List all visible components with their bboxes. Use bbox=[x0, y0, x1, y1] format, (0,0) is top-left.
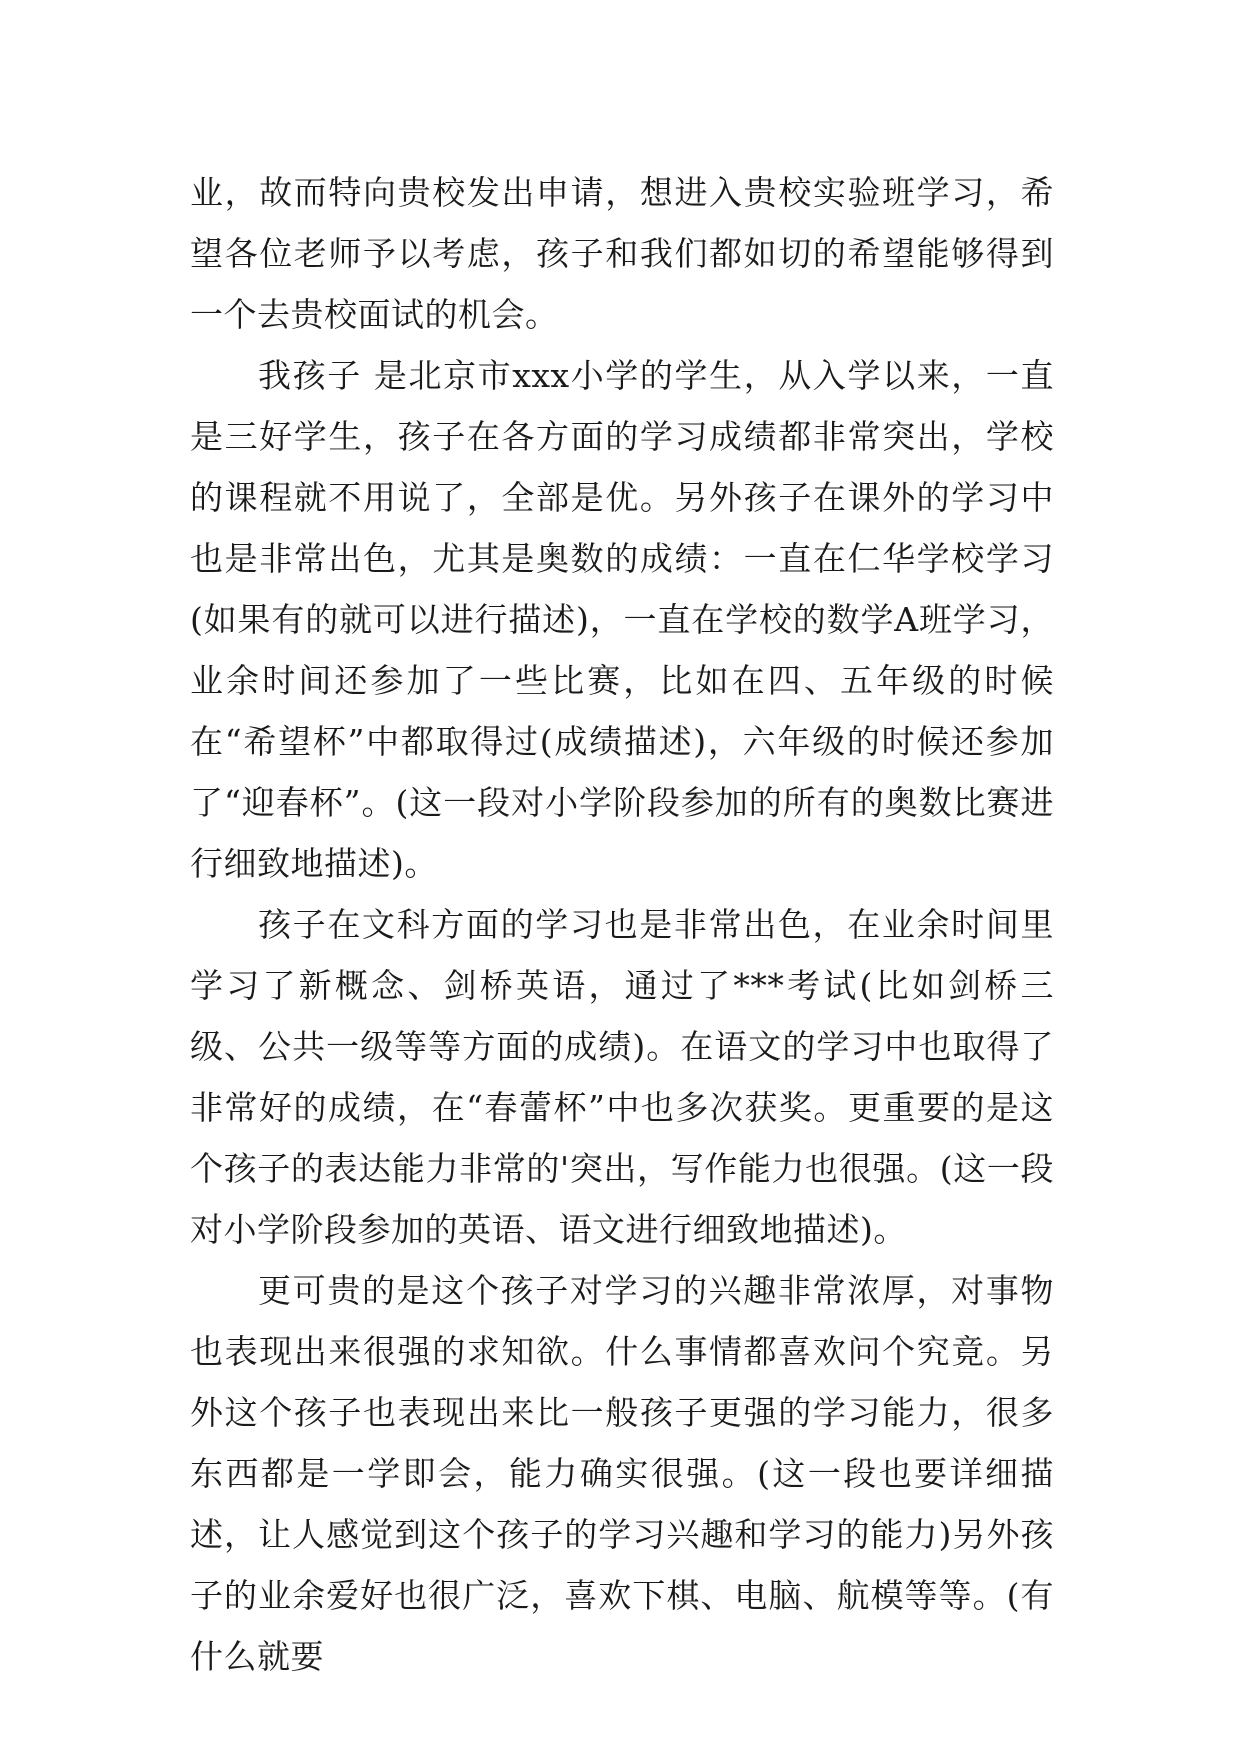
paragraph-4: 更可贵的是这个孩子对学习的兴趣非常浓厚，对事物也表现出来很强的求知欲。什么事情都喜欢问个究竟。另外这个孩子也表现出来比一般孩子更强的学习能力，很多东西都是一学即会，能力确实很强。(这一段也要详细描述，让人感觉到这个孩子的学习兴趣和学习的能力)另外孩子的业余爱好也很广泛，喜欢下棋、电脑、航模等等。(有什么就要 bbox=[190, 1271, 1054, 1676]
paragraph-1: 业，故而特向贵校发出申请，想进入贵校实验班学习，希望各位老师予以考虑，孩子和我们都如切的希望能够得到一个去贵校面试的机会。 bbox=[190, 173, 1054, 334]
document-body bbox=[190, 162, 1054, 1687]
paragraph-2: 我孩子 是北京市xxx小学的学生，从入学以来，一直是三好学生，孩子在各方面的学习成绩都非常突出，学校的课程就不用说了，全部是优。另外孩子在课外的学习中也是非常出色，尤其是奥数的成绩：一直在仁华学校学习(如果有的就可以进行描述)，一直在学校的数学A班学习，业余时间还参加了一些比赛，比如在四、五年级的时候在“希望杯”中都取得过(成绩描述)，六年级的时候还参加了“迎春杯”。(这一段对小学阶段参加的所有的奥数比赛进行细致地描述)。 bbox=[190, 356, 1054, 883]
paragraph-3: 孩子在文科方面的学习也是非常出色，在业余时间里学习了新概念、剑桥英语，通过了***考试(比如剑桥三级、公共一级等等方面的成绩)。在语文的学习中也取得了非常好的成绩，在“春蕾杯”中也多次获奖。更重要的是这个孩子的表达能力非常的'突出，写作能力也很强。(这一段对小学阶段参加的英语、语文进行细致地描述)。 bbox=[190, 905, 1054, 1249]
